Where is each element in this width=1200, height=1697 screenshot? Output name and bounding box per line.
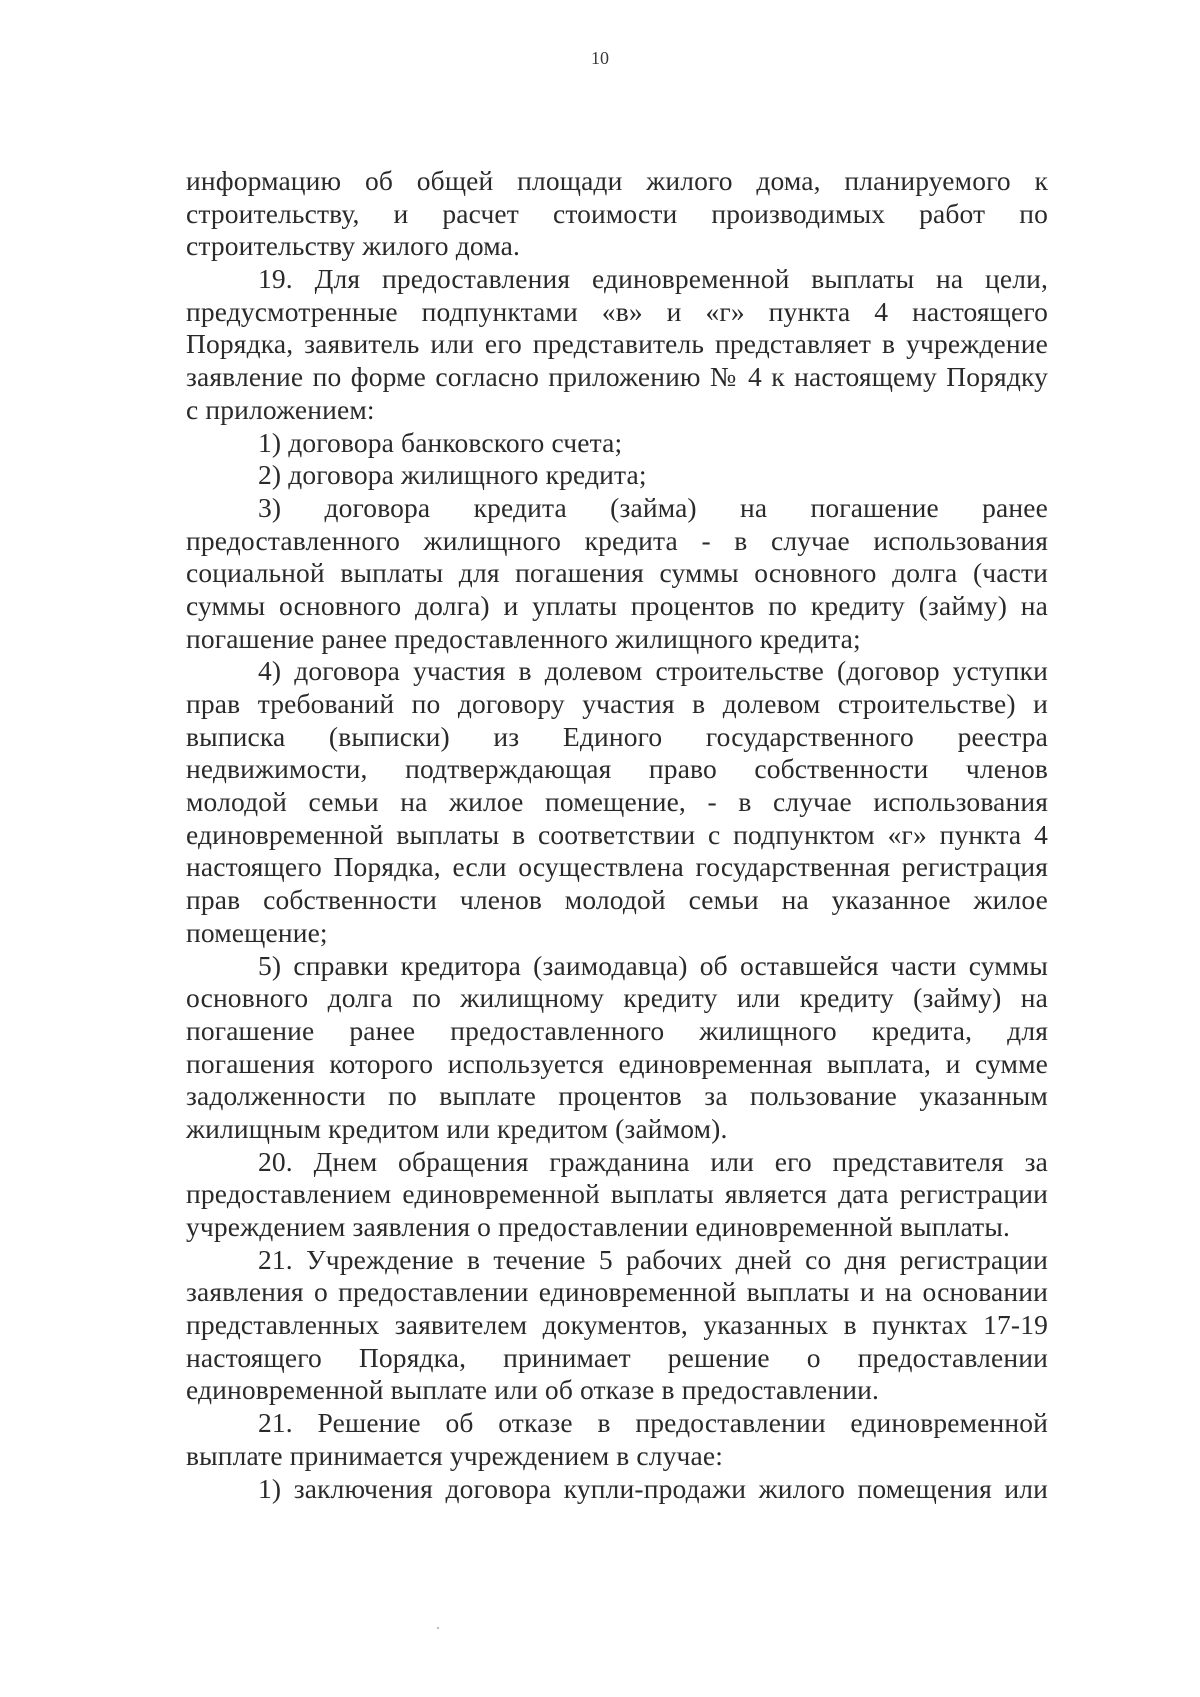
text-line: 20. Днем обращения гражданина или его представителя за: [258, 1145, 1048, 1177]
text-line: единовременной выплаты в соответствии с подпунктом «г» пункта 4: [186, 818, 1048, 850]
text-line: выписка (выписки) из Единого государственного реестра: [186, 720, 1048, 752]
text-line: 19. Для предоставления единовременной выплаты на цели,: [258, 263, 1048, 295]
text-line: 2) договора жилищного кредита;: [258, 459, 647, 491]
text-line: предусмотренные подпунктами «в» и «г» пункта 4 настоящего: [186, 295, 1048, 327]
text-line: 3) договора кредита (займа) на погашение ранее: [258, 491, 1048, 523]
text-line: прав требований по договору участия в долевом строительстве) и: [186, 688, 1048, 719]
text-line: строительству, и расчет стоимости производимых работ по: [186, 197, 1048, 229]
text-line: жилищным кредитом или кредитом (займом).: [186, 1112, 728, 1144]
text-line: погашения которого используется единовременная выплата, и сумме: [186, 1047, 1048, 1079]
text-line: заявления о предоставлении единовременной выплаты и на основании: [186, 1276, 1048, 1308]
text-line: с приложением:: [186, 393, 375, 425]
text-line: помещение;: [186, 916, 328, 948]
text-line: основного долга по жилищному кредиту или кредиту (займу) на: [186, 982, 1048, 1014]
text-line: заявление по форме согласно приложению № 4 к настоящему Порядку: [186, 361, 1048, 393]
text-line: строительству жилого дома.: [186, 230, 520, 262]
text-line: представленных заявителем документов, указанных в пунктах 17-19: [186, 1309, 1048, 1341]
scan-artifact: [437, 1627, 439, 1629]
text-line: суммы основного долга) и уплаты процентов по кредиту (займу) на: [186, 589, 1048, 621]
text-line: 21. Учреждение в течение 5 рабочих дней со дня регистрации: [258, 1243, 1048, 1275]
text-line: погашение ранее предоставленного жилищного кредита, для: [186, 1014, 1048, 1046]
text-line: учреждением заявления о предоставлении единовременной выплаты.: [186, 1211, 1010, 1242]
text-line: задолженности по выплате процентов за пользование указанным: [186, 1080, 1048, 1112]
text-line: настоящего Порядка, принимает решение о предоставлении: [186, 1341, 1048, 1373]
text-line: погашение ранее предоставленного жилищного кредита;: [186, 622, 861, 654]
text-line: 21. Решение об отказе в предоставлении единовременной: [258, 1407, 1048, 1439]
text-line: предоставлением единовременной выплаты является дата регистрации: [186, 1178, 1048, 1210]
text-line: 5) справки кредитора (заимодавца) об оставшейся части суммы: [258, 949, 1048, 981]
text-line: настоящего Порядка, если осуществлена государственная регистрация: [186, 851, 1048, 883]
text-line: 1) заключения договора купли-продажи жилого помещения или: [258, 1472, 1048, 1504]
text-line: недвижимости, подтверждающая право собственности членов: [186, 753, 1048, 785]
text-line: 4) договора участия в долевом строительстве (договор уступки: [258, 655, 1048, 687]
document-body: [186, 165, 1048, 1505]
text-line: прав собственности членов молодой семьи на указанное жилое: [186, 884, 1048, 916]
text-line: информацию об общей площади жилого дома, планируемого к: [186, 165, 1048, 196]
text-line: Порядка, заявитель или его представитель представляет в учреждение: [186, 328, 1048, 360]
text-line: выплате принимается учреждением в случае:: [186, 1439, 724, 1471]
text-line: единовременной выплате или об отказе в предоставлении.: [186, 1374, 880, 1406]
text-line: молодой семьи на жилое помещение, - в случае использования: [186, 786, 1048, 818]
text-line: предоставленного жилищного кредита - в случае использования: [186, 524, 1048, 556]
text-line: 1) договора банковского счета;: [258, 426, 623, 458]
text-line: социальной выплаты для погашения суммы основного долга (части: [186, 557, 1048, 589]
page-number: 10: [591, 48, 609, 68]
